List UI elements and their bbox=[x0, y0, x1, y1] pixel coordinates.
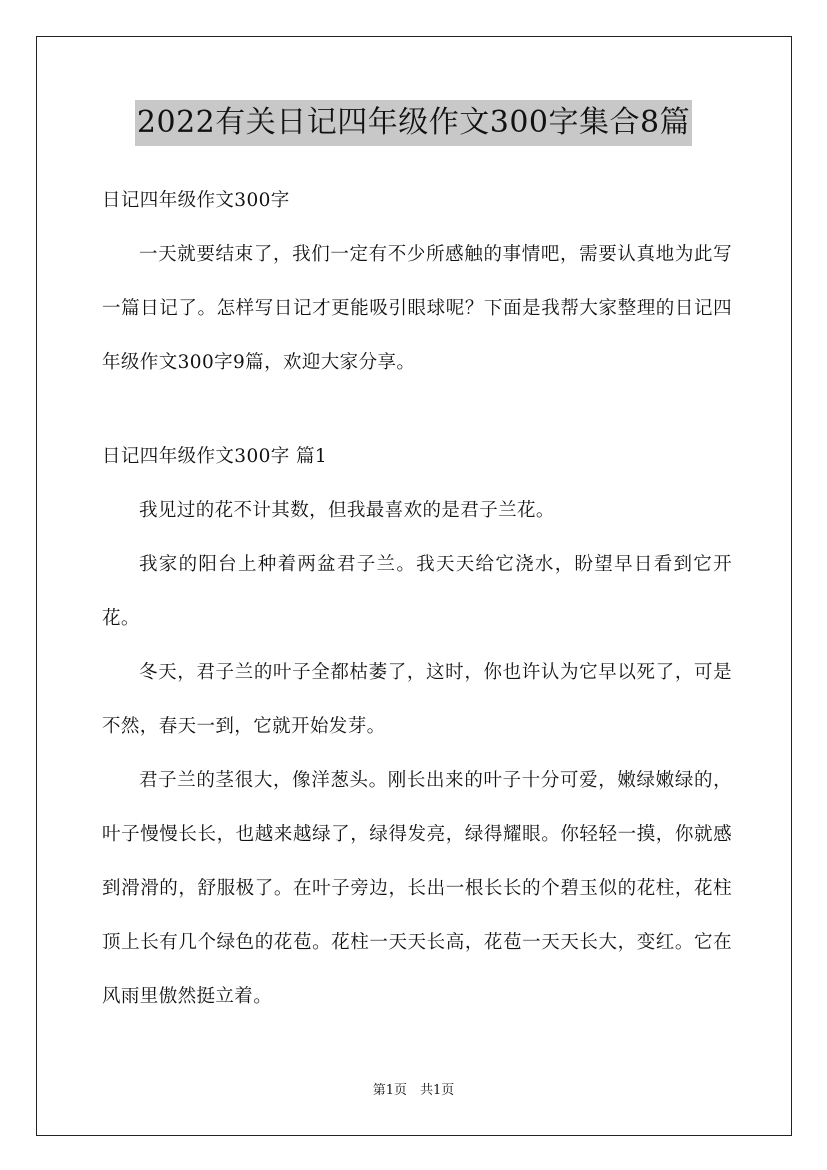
page-footer bbox=[0, 1082, 827, 1100]
section1-heading: 日记四年级作文300字 篇1 bbox=[102, 446, 328, 467]
intro-paragraph: 一天就要结束了，我们一定有不少所感触的事情吧，需要认真地为此写一篇日记了。怎样写日记才更能吸引眼球呢？下面是我帮大家整理的日记四年级作文300字9篇，欢迎大家分享。 bbox=[102, 244, 732, 373]
section1-paragraph-3: 冬天，君子兰的叶子全都枯萎了，这时，你也许认为它早以死了，可是不然，春天一到，它就开始发芽。 bbox=[102, 662, 732, 737]
title-container bbox=[0, 100, 827, 146]
section1-paragraph-4: 君子兰的茎很大，像洋葱头。刚长出来的叶子十分可爱，嫩绿嫩绿的，叶子慢慢长长，也越来越绿了，绿得发亮，绿得耀眼。你轻轻一摸，你就感到滑滑的，舒服极了。在叶子旁边，长出一根长长的个碧玉似的花柱，花柱顶上长有几个绿色的花苞。花柱一天天长高，花苞一天天长大，变红。它在风雨里傲然挺立着。 bbox=[102, 770, 732, 1007]
document-body bbox=[102, 174, 732, 1024]
document-title: 2022有关日记四年级作文300字集合8篇 bbox=[135, 100, 692, 146]
section-spacer bbox=[102, 390, 732, 430]
intro-heading: 日记四年级作文300字 bbox=[102, 190, 290, 211]
section1-paragraph-1: 我见过的花不计其数，但我最喜欢的是君子兰花。 bbox=[139, 500, 555, 521]
page-number: 第1页 共1页 bbox=[372, 1083, 455, 1098]
section1-paragraph-2: 我家的阳台上种着两盆君子兰。我天天给它浇水，盼望早日看到它开花。 bbox=[102, 554, 732, 629]
